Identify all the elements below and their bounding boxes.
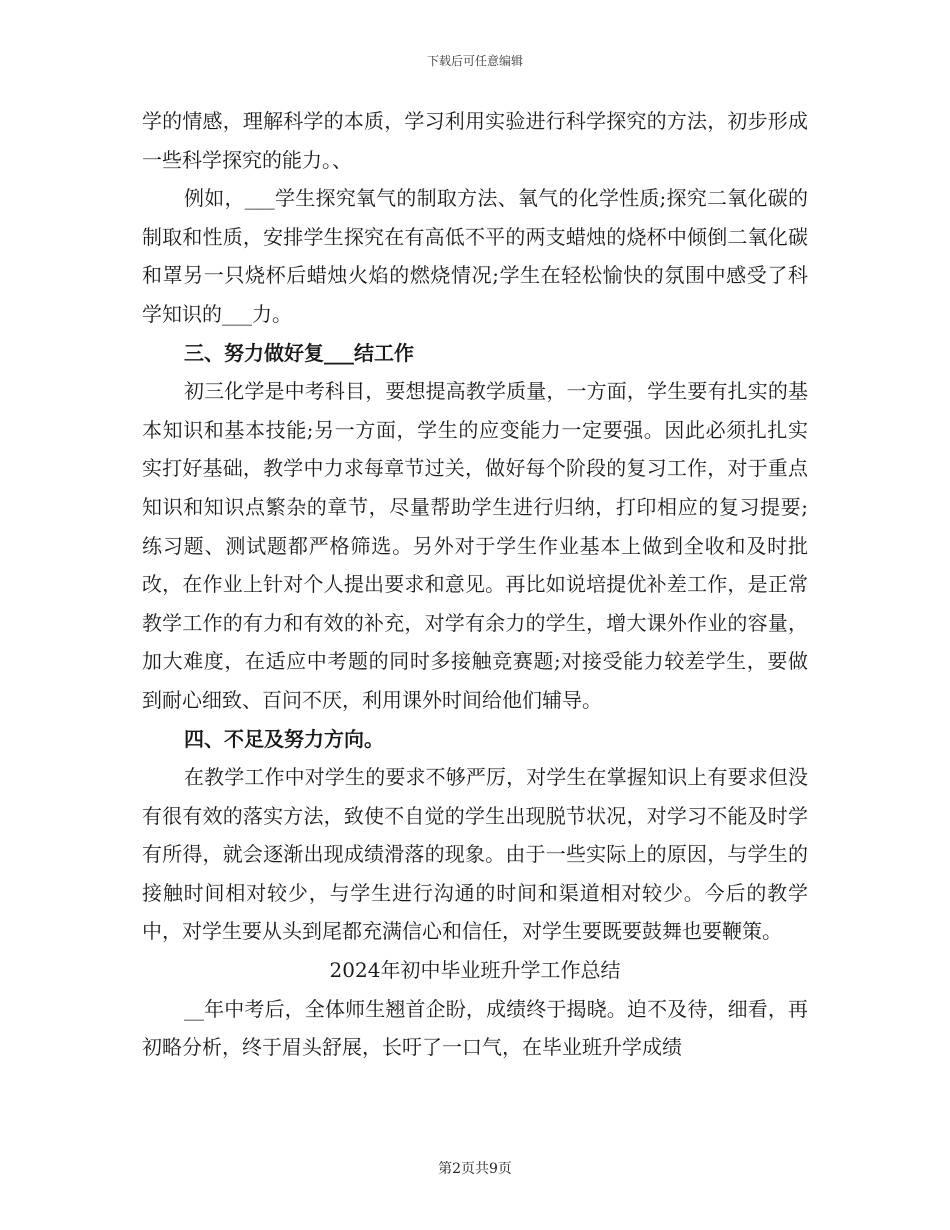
section-heading-4: 四、不足及努力方向。 xyxy=(184,726,384,751)
paragraph-2: 例如，___学生探究氧气的制取方法、氧气的化学性质;探究二氧化碳的制取和性质，安排学生探究在有高低不平的两支蜡烛的烧杯中倾倒二氧化碳和罩另一只烧杯后蜡烛火焰的燃烧情况;学生在轻松愉快的氛围中感受了科学知识的___力。 xyxy=(142,186,808,326)
page-footer: 第2页共9页 xyxy=(438,1161,512,1177)
paragraph-3: 初三化学是中考科目，要想提高教学质量，一方面，学生要有扎实的基本知识和基本技能;另一方面，学生的应变能力一定要强。因此必须扎扎实实打好基础，教学中力求每章节过关，做好每个阶段的复习工作，对于重点知识和知识点繁杂的章节，尽量帮助学生进行归纳，打印相应的复习提要;练习题、测试题都严格筛选。另外对于学生作业基本上做到全收和及时批改，在作业上针对个人提出要求和意见。再比如说培提优补差工作，是正常教学工作的有力和有效的补充，对学有余力的学生，增大课外作业的容量，加大难度，在适应中考题的同时多接触竞赛题;对接受能力较差学生，要做到耐心细致、百问不厌，利用课外时间给他们辅导。 xyxy=(142,379,808,712)
document-title: 2024年初中毕业班升学工作总结 xyxy=(329,958,621,983)
section-heading-3: 三、努力做好复___结工作 xyxy=(184,340,414,365)
document-body xyxy=(142,102,808,1067)
paragraph-4: 在教学工作中对学生的要求不够严厉，对学生在掌握知识上有要求但没有很有效的落实方法，致使不自觉的学生出现脱节状况，对学习不能及时学有所得，就会逐渐出现成绩滑落的现象。由于一些实际上的原因，与学生的接触时间相对较少，与学生进行沟通的时间和渠道相对较少。今后的教学中，对学生要从头到尾都充满信心和信任，对学生要既要鼓舞也要鞭策。 xyxy=(142,765,808,944)
paragraph-5: __年中考后，全体师生翘首企盼，成绩终于揭晓。迫不及待，细看，再初略分析，终于眉头舒展，长吁了一口气，在毕业班升学成绩 xyxy=(142,996,808,1060)
paragraph-1: 学的情感，理解科学的本质，学习利用实验进行科学探究的方法，初步形成一些科学探究的能力。、 xyxy=(142,109,808,172)
page-header: 下载后可任意编辑 xyxy=(426,54,523,68)
